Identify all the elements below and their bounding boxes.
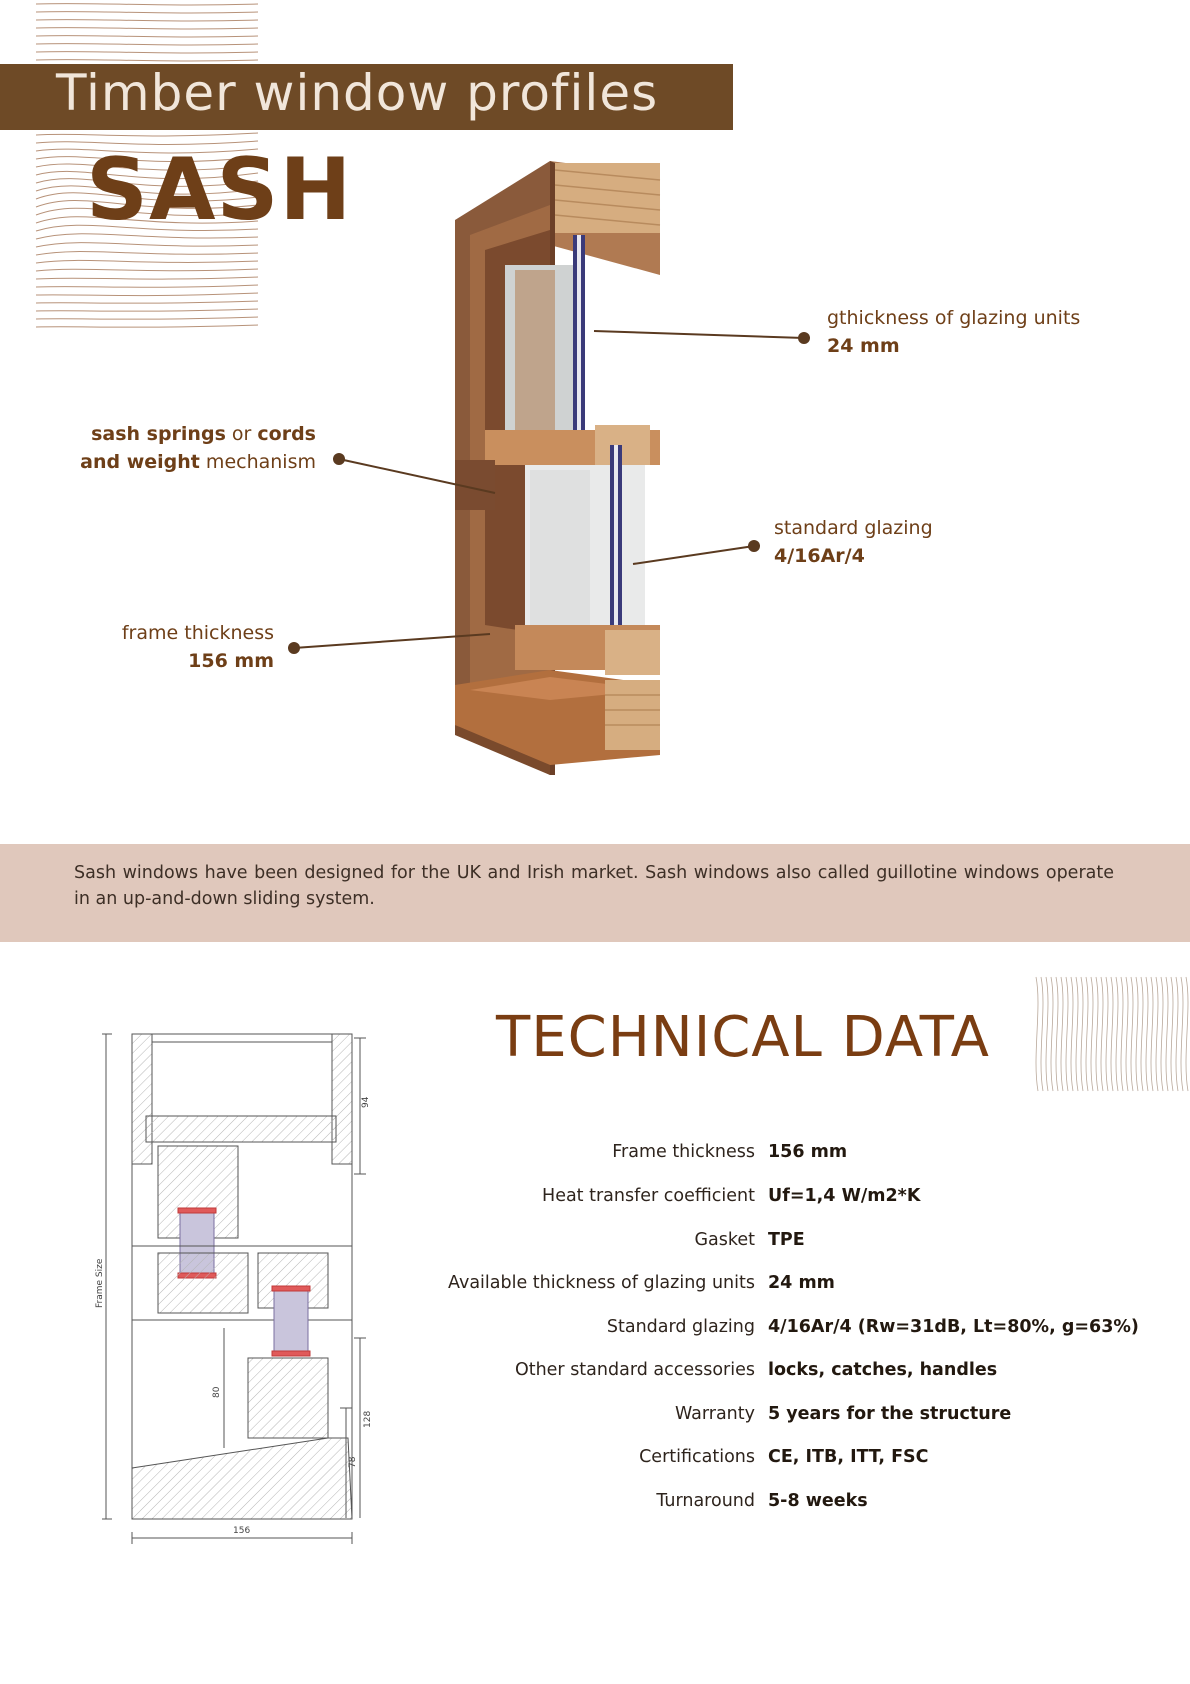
dim-128: 128 (363, 1410, 373, 1428)
product-title: SASH (86, 140, 353, 240)
spec-value: TPE (768, 1230, 805, 1250)
dim-frame-size: Frame Size (95, 1258, 105, 1308)
dim-156: 156 (233, 1526, 251, 1536)
spec-label: Gasket (694, 1230, 755, 1250)
callout-springs-part4: and weight (80, 451, 200, 473)
spec-row-standard-glazing (360, 1311, 1160, 1343)
callout-dot-glazing-units (798, 332, 810, 344)
dim-78: 78 (348, 1456, 358, 1468)
callout-springs (60, 420, 316, 476)
spec-value: 24 mm (768, 1273, 835, 1293)
spec-row-frame-thickness (360, 1136, 1160, 1168)
spec-label: Standard glazing (606, 1317, 755, 1337)
technical-drawing (95, 1028, 398, 1548)
spec-label: Turnaround (656, 1491, 755, 1511)
callout-standard-glazing (774, 514, 933, 570)
callout-springs-part3: cords (257, 423, 316, 445)
spec-label: Certifications (639, 1447, 755, 1467)
callout-springs-part2: or (225, 423, 258, 445)
callout-frame-label: frame thickness (121, 622, 274, 644)
spec-value: CE, ITB, ITT, FSC (768, 1447, 929, 1467)
spec-row-gasket (360, 1224, 1160, 1256)
spec-value: locks, catches, handles (768, 1360, 998, 1380)
callout-glazing-units-value: 24 mm (827, 335, 900, 357)
description-text: Sash windows have been designed for the UK and Irish market. Sash windows also called guillotine windows operate in an up-and-down sliding system. (74, 863, 1114, 909)
spec-label: Heat transfer coefficient (542, 1186, 755, 1206)
spec-label: Other standard accessories (514, 1360, 755, 1380)
wood-grain-pattern-bottom (1034, 977, 1190, 1091)
callout-dot-frame (288, 642, 300, 654)
spec-value: 5 years for the structure (768, 1404, 1012, 1424)
technical-data-title: TECHNICAL DATA (496, 1005, 990, 1070)
spec-row-warranty (360, 1398, 1160, 1430)
spec-row-certifications (360, 1441, 1160, 1473)
spec-value: 156 mm (768, 1142, 848, 1162)
spec-value: 4/16Ar/4 (Rw=31dB, Lt=80%, g=63%) (768, 1317, 1139, 1337)
callout-standard-glazing-value: 4/16Ar/4 (774, 545, 865, 567)
spec-value: 5-8 weeks (768, 1491, 868, 1511)
spec-row-turnaround (360, 1485, 1160, 1517)
callout-frame-value: 156 mm (188, 650, 274, 672)
spec-row-heat-transfer (360, 1180, 1160, 1212)
spec-label: Warranty (674, 1404, 755, 1424)
callout-frame (60, 619, 274, 675)
dim-94: 94 (361, 1096, 371, 1108)
spec-row-accessories (360, 1354, 1160, 1386)
callout-dot-springs (333, 453, 345, 465)
callout-standard-glazing-label: standard glazing (774, 517, 933, 539)
spec-label: Available thickness of glazing units (448, 1273, 755, 1293)
page-title: Timber window profiles (56, 64, 659, 122)
callout-dot-standard-glazing (748, 540, 760, 552)
dim-80: 80 (212, 1386, 222, 1398)
callout-springs-part5: mechanism (199, 451, 316, 473)
callout-glazing-units-label: gthickness of glazing units (827, 307, 1081, 329)
spec-label: Frame thickness (612, 1142, 755, 1162)
spec-row-glazing-thickness (360, 1267, 1160, 1299)
callout-springs-part1: sash springs (91, 423, 226, 445)
spec-value: Uf=1,4 W/m2*K (768, 1186, 921, 1206)
callout-glazing-units (827, 304, 1080, 360)
